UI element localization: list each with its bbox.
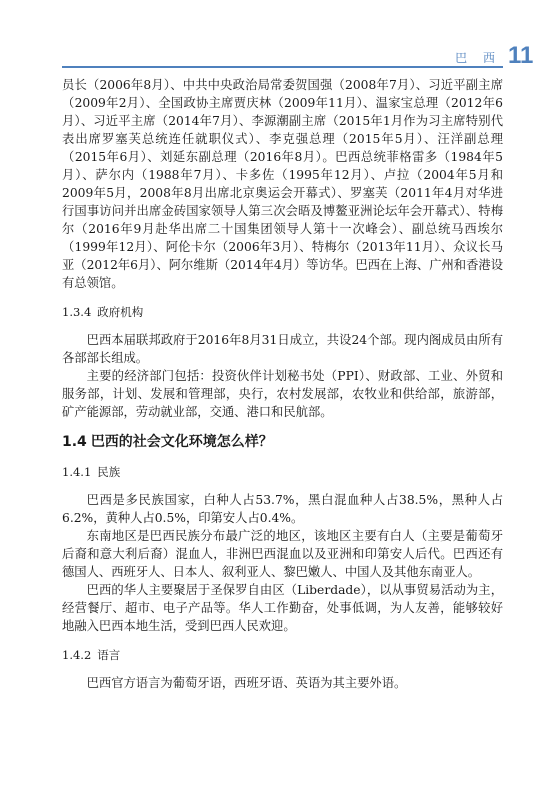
- section-heading-1-3-4: [62, 303, 503, 321]
- running-header-title: 巴 西: [455, 51, 501, 65]
- section-number: 1.3.4: [62, 305, 92, 319]
- section-title: 政府机构: [97, 305, 144, 319]
- page-number: 11: [508, 42, 534, 69]
- section-title: 语言: [97, 648, 121, 662]
- body-paragraph: 巴西本届联邦政府于2016年8月31日成立，共设24个部。现内阁成员由所有各部部长组成。: [62, 333, 503, 365]
- section-title: 巴西的社会文化环境怎么样？: [90, 434, 273, 450]
- section-number: 1.4.2: [62, 648, 92, 662]
- body-paragraph: 巴西的华人主要聚居于圣保罗自由区（Liberdade），以从事贸易活动为主，经营餐厅、超市、电子产品等。华人工作勤奋，处事低调，为人友善，能够较好地融入巴西本地生活，受到巴西人民欢迎。: [62, 583, 503, 633]
- body-paragraph: 主要的经济部门包括：投资伙伴计划秘书处（PPI）、财政部、工业、外贸和服务部，计划、发展和管理部，央行，农村发展部，农牧业和供给部，旅游部，矿产能源部，劳动就业部，交通、港口和民航部。: [62, 369, 503, 419]
- section-number: 1.4.1: [62, 465, 92, 479]
- page-body: [62, 76, 503, 692]
- section-title: 民族: [97, 465, 121, 479]
- intro-paragraph: 员长（2006年8月）、中共中央政治局常委贺国强（2008年7月）、习近平副主席（2009年2月）、全国政协主席贾庆林（2009年11月）、温家宝总理（2012年6月）、习近平主席（2014年7月）、李源潮副主席（2015年1月作为习主席特别代表出席罗塞芙总统连任就职仪式）、李克强总理（2015年5月）、汪洋副总理（2015年6月）、刘延东副总理（2016年8月）。巴西总统菲格雷多（1984年5月）、萨尔内（1988年7月）、卡多佐（1995年12月）、卢拉（2004年5月和2009年5月，2008年8月出席北京奥运会开幕式）、罗塞芙（2011年4月对华进行国事访问并出席金砖国家领导人第三次会晤及博鳌亚洲论坛年会开幕式）、特梅尔（2016年9月赴华出席二十国集团领导人第十一次峰会）、副总统马西埃尔（1999年12月）、阿伦卡尔（2006年3月）、特梅尔（2013年11月）、众议长马亚（2012年6月）、阿尔维斯（2014年4月）等访华。巴西在上海、广州和香港设有总领馆。: [62, 78, 503, 290]
- section-number: 1.4: [62, 434, 87, 450]
- section-heading-1-4-1: [62, 463, 503, 481]
- header-rule: [62, 66, 503, 68]
- section-heading-1-4-2: [62, 646, 503, 664]
- body-paragraph: 东南地区是巴西民族分布最广泛的地区，该地区主要有白人（主要是葡萄牙后裔和意大利后裔）混血人，非洲巴西混血以及亚洲和印第安人后代。巴西还有德国人、西班牙人、日本人、叙利亚人、黎巴嫩人、中国人及其他东南亚人。: [62, 529, 503, 579]
- body-paragraph: 巴西是多民族国家，白种人占53.7%，黑白混血种人占38.5%，黑种人占6.2%，黄种人占0.5%，印第安人占0.4%。: [62, 493, 503, 525]
- body-paragraph: 巴西官方语言为葡萄牙语，西班牙语、英语为其主要外语。: [86, 676, 407, 690]
- section-heading-1-4: [62, 432, 503, 452]
